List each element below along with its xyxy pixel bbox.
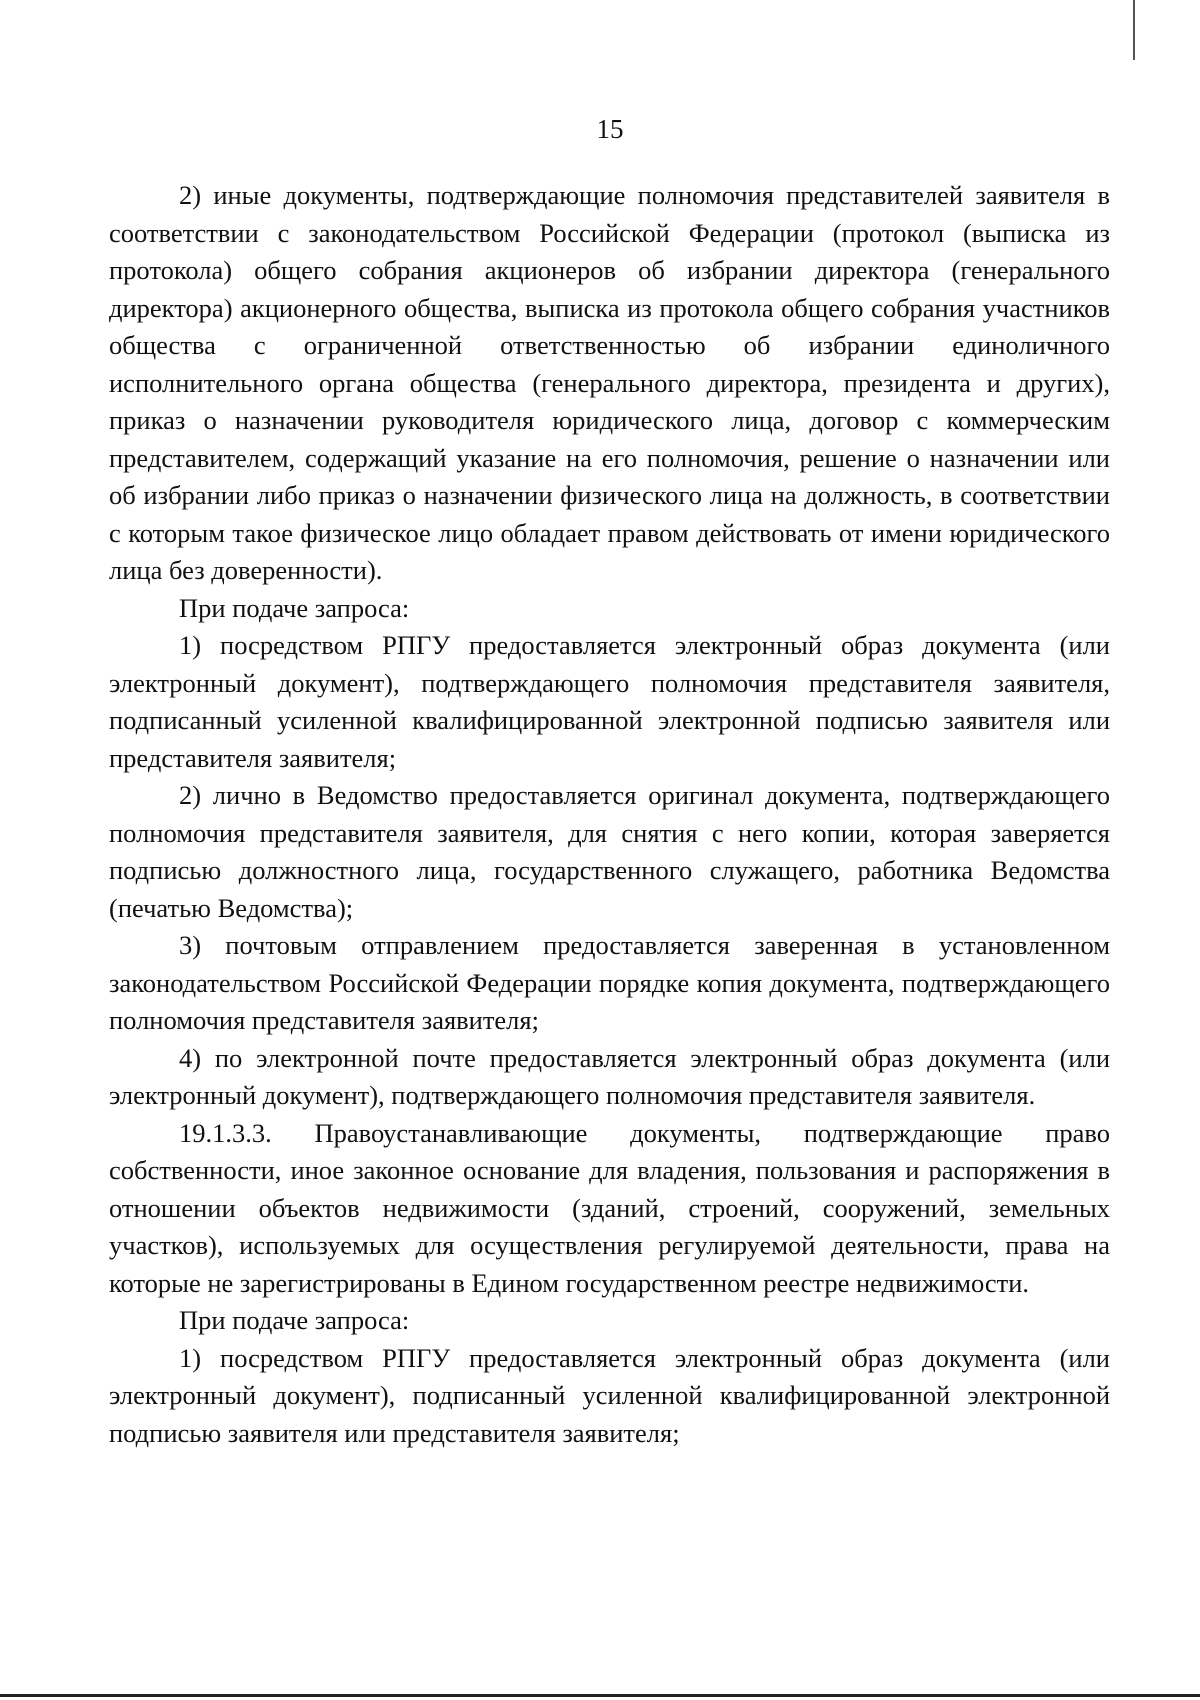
scan-bottom-line (0, 1694, 1200, 1697)
paragraph-rpgu-2: 1) посредством РПГУ предоставляется электронный образ документа (или электронный документ), подписанный усиленной квалифицированной электронной подписью заявителя или представителя заявителя; (109, 1342, 1110, 1448)
paragraph-title-documents: 19.1.3.3. Правоустанавливающие документы, подтверждающие право собственности, иное законное основание для владения, пользования и распоряжения в отношении объектов недвижимости (зданий, строений, сооружений, земельных участков), используемых для осуществления регулируемой деятельности, права на которые не зарегистрированы в Едином государственном реестре недвижимости. (109, 1117, 1110, 1298)
paragraph-postal: 3) почтовым отправлением предоставляется заверенная в установленном законодательством Российской Федерации порядке копия документа, подтверждающего полномочия представителя заявителя; (109, 930, 1110, 1035)
paragraph-representative-documents: 2) иные документы, подтверждающие полномочия представителей заявителя в соответствии с законодательством Российской Федерации (протокол (выписка из протокола) общего собрания акционеров об избрании директора (генерального директора) акционерного общества, выписка из протокола общего собрания участников общества с ограниченной ответственностью об избрании единоличного исполнительного органа общества (генерального директора, президента и других), приказ о назначении руководителя юридического лица, договор с коммерческим представителем, содержащий указание на его полномочия, решение о назначении или об избрании либо приказ о назначении физического лица на должность, в соответствии с которым такое физическое лицо обладает правом действовать от имени юридического лица без доверенности). (109, 180, 1110, 585)
paragraph-submission-heading-2: При подаче запроса: (179, 1305, 410, 1335)
paragraph-email: 4) по электронной почте предоставляется электронный образ документа (или электронный документ), подтверждающего полномочия представителя заявителя. (109, 1042, 1110, 1110)
paragraph-in-person: 2) лично в Ведомство предоставляется оригинал документа, подтверждающего полномочия представителя заявителя, для снятия с него копии, которая заверяется подписью должностного лица, государственного служащего, работника Ведомства (печатью Ведомства); (109, 780, 1110, 923)
page-number: 15 (596, 114, 624, 144)
scan-edge-line (1133, 0, 1135, 60)
paragraph-submission-heading: При подаче запроса: (179, 592, 410, 623)
paragraph-rpgu: 1) посредством РПГУ предоставляется электронный образ документа (или электронный документ), подтверждающего полномочия представителя заявителя, подписанный усиленной квалифицированной электронной подписью заявителя или представителя заявителя; (109, 630, 1110, 773)
body-text (109, 177, 1110, 1452)
